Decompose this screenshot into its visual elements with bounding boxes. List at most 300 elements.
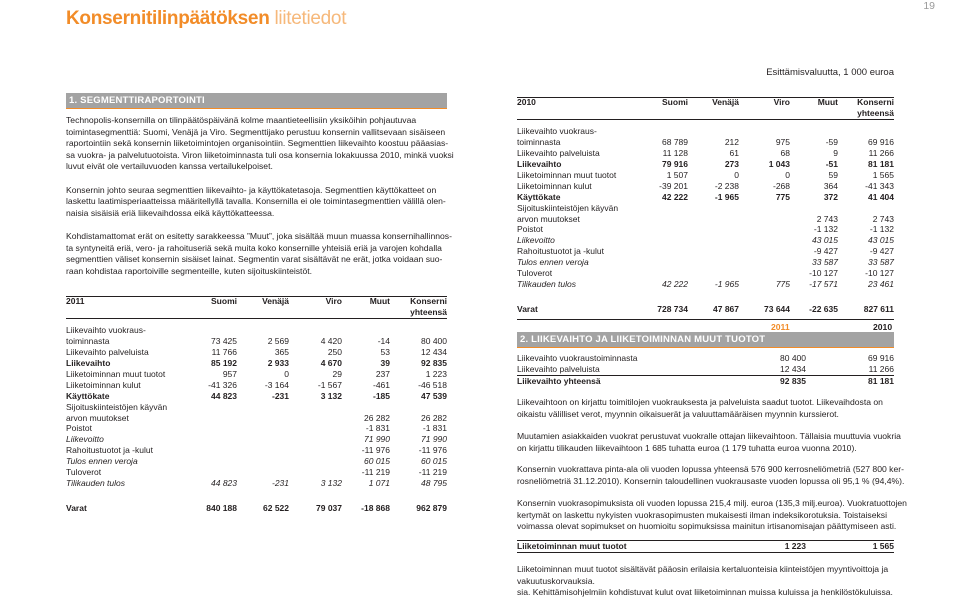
row-value: 1 071 (368, 478, 390, 488)
text-line: Muutamien asiakkaiden vuokrat perustuvat vuokralle ottajan liikevaihtoon. Tällaisia muuttuvia vuokria (517, 431, 901, 441)
revenue-note-3 (517, 464, 917, 487)
row-value: -1 132 (869, 224, 894, 235)
spacer (66, 489, 171, 496)
row-value: 2 743 (816, 213, 838, 224)
text-line: sia. Kehittämisohjelmiin kohdistuvat kulut ovat liiketoiminnan muissa kuluissa ja henkilöstökuluissa. (517, 587, 893, 598)
row-value: 250 (327, 347, 342, 358)
row-value (289, 423, 342, 434)
row-value: 81 181 (868, 159, 894, 170)
row-value: -59 (825, 137, 838, 148)
page-title (66, 8, 346, 30)
row-value: 68 (780, 148, 790, 159)
row-value (289, 402, 342, 413)
row-label: Tulos ennen veroja (517, 257, 589, 268)
row-value: 957 (222, 368, 237, 379)
row-value: -2 238 (714, 180, 739, 191)
row-label: arvon muutokset (66, 412, 129, 423)
empty-cell (237, 307, 289, 318)
table-row (66, 380, 447, 391)
spacer-row (517, 119, 894, 126)
row-value (289, 467, 342, 478)
row-value (171, 413, 237, 424)
row-label: Tuloverot (517, 268, 553, 279)
row-value: 26 282 (421, 412, 447, 423)
assets-value: 73 644 (764, 303, 790, 314)
column-header-sub: yhteensä (838, 108, 894, 119)
row-value (390, 325, 447, 336)
row-value: -10 127 (865, 268, 894, 279)
row-label: Liikevaihto vuokraustoiminnasta (517, 353, 638, 363)
row-value (838, 126, 894, 137)
row-value: 2 743 (872, 213, 894, 224)
table-row (66, 467, 447, 478)
row-label: Käyttökate (517, 191, 561, 202)
column-header: Konserni (857, 97, 894, 107)
row-value: 60 015 (421, 456, 447, 467)
row-value (289, 413, 342, 424)
text-line: Liiketoiminnan muut tuotot sisältävät pääosin erilaisia kertaluonteisia kiinteistöjen myyntivoittoja ja vakuutuskorvauksia. (517, 564, 889, 586)
row-value: 44 823 (211, 478, 237, 488)
row-value (342, 402, 390, 413)
segment-reporting-text (66, 115, 456, 277)
row-value: 1 223 (425, 368, 447, 379)
row-value: 775 (775, 191, 790, 202)
text-line: kertymät on laskettu nykyisten vuokrasopimusten mukaisesti ilman indeksikorotuksia. Toistaiseksi (517, 509, 888, 520)
row-value: 61 (729, 148, 739, 159)
row-value (622, 126, 688, 137)
row-value (790, 126, 838, 137)
row-value: 364 (823, 180, 838, 191)
row-value: -1 965 (714, 279, 739, 289)
revenue-note-1 (517, 397, 917, 420)
row-value (237, 423, 289, 434)
row-label: Liikevaihto palveluista (517, 148, 600, 159)
row-label: Poistot (66, 423, 92, 434)
row-value: 365 (274, 347, 289, 358)
table-row (517, 235, 894, 246)
row-value: 41 404 (868, 191, 894, 202)
assets-label: Varat (66, 502, 87, 513)
assets-value: -18 868 (361, 502, 390, 513)
table-row (66, 402, 447, 413)
row-value: 0 (785, 169, 790, 180)
row-value (790, 203, 838, 214)
table-row (517, 148, 894, 159)
revenue-note-2 (517, 431, 917, 454)
row-value: 33 587 (868, 257, 894, 268)
row-value: 48 795 (421, 478, 447, 488)
text-line: naisia sisäisiä eriä liikevaihdossa eikä käyttökatteessa. (66, 207, 275, 218)
text-line: Liikevaihtoon on kirjattu toimitilojen vuokrauksesta ja palveluista saadut tuotot. Liikevaihdosta on (517, 397, 883, 407)
spacer-row (66, 489, 447, 496)
text-line (66, 219, 456, 231)
table-row (517, 181, 894, 192)
row-value (237, 325, 289, 336)
row-label: Liikevaihto palveluista (66, 347, 149, 358)
row-value: -1 132 (813, 224, 838, 235)
text-line: raan kohdistaa raportoiville segmenteille, kuten sijoituskiinteistöt. (66, 265, 313, 276)
row-value (342, 325, 390, 336)
row-label: Tuloverot (66, 467, 102, 478)
table-row (517, 246, 894, 257)
column-header: Konserni (410, 296, 447, 306)
row-value: 372 (823, 191, 838, 202)
column-header: Venäjä (262, 296, 289, 306)
revenue-row (517, 353, 894, 364)
table-row (66, 336, 447, 347)
row-value (171, 445, 237, 456)
row-value: 4 420 (320, 336, 342, 347)
row-value: -11 976 (361, 445, 390, 456)
row-label: Käyttökate (66, 390, 110, 401)
column-header: Suomi (211, 296, 237, 306)
row-value: 59 (828, 169, 838, 180)
row-label: Liiketoiminnan muut tuotot (517, 169, 617, 180)
row-value: 47 539 (421, 390, 447, 401)
spacer-row (66, 318, 447, 325)
assets-value: 79 037 (316, 502, 342, 513)
row-value: 42 222 (662, 191, 688, 202)
row-label: Liiketoiminnan muut tuotot (66, 368, 166, 379)
row-value: 4 670 (320, 358, 342, 369)
other-income-table (517, 541, 894, 553)
row-value: 975 (775, 137, 790, 148)
row-label: Liikevaihto (66, 358, 111, 369)
table-row (66, 391, 447, 402)
table-row (517, 214, 894, 225)
row-value (739, 224, 790, 235)
row-value (237, 413, 289, 424)
row-value (688, 257, 739, 268)
row-value: 71 990 (364, 434, 390, 445)
row-value (688, 203, 739, 214)
assets-row (517, 304, 894, 315)
row-value (739, 214, 790, 225)
assets-row (66, 503, 447, 514)
table-row (66, 325, 447, 336)
row-label: Liikevaihto vuokraus- (66, 325, 146, 336)
assets-value: 47 867 (713, 303, 739, 314)
row-value: -3 164 (264, 379, 289, 390)
row-value: 79 916 (662, 159, 688, 170)
row-value-2011: 80 400 (780, 353, 806, 363)
row-value (171, 402, 237, 413)
revenue-note-4 (517, 498, 917, 533)
table-row (66, 358, 447, 369)
empty-cell (289, 307, 342, 318)
spacer (66, 318, 171, 325)
table-header-row (517, 97, 894, 108)
row-value: 11 266 (868, 148, 894, 159)
table-row (517, 126, 894, 137)
empty-cell (342, 307, 390, 318)
row-value: -231 (271, 478, 289, 488)
row-value (739, 235, 790, 246)
segment-table-2011 (66, 296, 447, 514)
row-value (622, 246, 688, 257)
row-value: -46 518 (418, 379, 447, 390)
row-value (688, 214, 739, 225)
table-row (66, 347, 447, 358)
row-value: 53 (380, 347, 390, 358)
row-value: 212 (724, 137, 739, 148)
column-header: Muut (817, 97, 838, 107)
empty-cell (66, 307, 171, 318)
row-value: -17 571 (809, 279, 838, 289)
empty-cell (517, 108, 622, 119)
column-header-sub: yhteensä (390, 307, 447, 318)
row-value: 42 222 (662, 279, 688, 289)
row-value: 23 461 (868, 279, 894, 289)
row-value (739, 257, 790, 268)
row-value: -9 427 (813, 246, 838, 257)
row-value (289, 325, 342, 336)
row-label: Liiketoiminnan muut tuotot (517, 541, 717, 552)
row-value: -9 427 (869, 246, 894, 257)
row-value: 80 400 (421, 336, 447, 347)
text-line: voimassa olevat sopimukset on huomioitu sopimuksissa mainitun irtisanomisajan päättymiseen asti. (517, 521, 897, 532)
segment-table-2010 (517, 97, 894, 315)
column-header: Muut (369, 296, 390, 306)
row-value (237, 434, 289, 445)
row-value: -39 201 (659, 180, 688, 191)
row-label: Rahoitustuotot ja -kulut (517, 246, 604, 257)
row-value: 3 132 (320, 478, 342, 488)
row-value: 69 916 (868, 137, 894, 148)
spacer (66, 496, 171, 503)
assets-label: Varat (517, 303, 538, 314)
row-value-2010: 1 565 (806, 541, 894, 552)
row-value: 68 789 (662, 137, 688, 148)
row-value: -11 219 (418, 467, 447, 478)
text-line: Konsernin vuokrattava pinta-ala oli vuoden lopussa yhteensä 576 900 kerrosneliömetriä (527 800 ker- (517, 464, 904, 474)
row-value: 39 (380, 358, 390, 369)
other-income-row (517, 541, 894, 552)
row-value: 60 015 (364, 456, 390, 467)
page-number: 19 (923, 0, 935, 12)
row-value: 29 (332, 368, 342, 379)
row-value: 0 (284, 368, 289, 379)
column-header: Viro (325, 296, 342, 306)
row-value: -1 831 (365, 423, 390, 434)
section-divider (517, 347, 894, 348)
row-label: Sijoituskiinteistöjen käyvän (66, 401, 168, 412)
row-value: 1 043 (768, 159, 790, 170)
table-row (517, 268, 894, 279)
row-value: 26 282 (364, 412, 390, 423)
section-heading-revenue: 2. LIIKEVAIHTO JA LIIKETOIMINNAN MUUT TUOTOT (517, 332, 894, 347)
row-value: -185 (372, 390, 390, 401)
section2-year-2011: 2011 (771, 322, 790, 332)
row-value: 85 192 (211, 358, 237, 369)
row-value: -11 976 (418, 445, 447, 456)
row-value-2011: 1 223 (717, 541, 806, 552)
table-row (66, 423, 447, 434)
row-value (237, 467, 289, 478)
spacer-row (66, 496, 447, 503)
spacer (517, 297, 622, 304)
row-value (390, 402, 447, 413)
empty-cell (739, 108, 790, 119)
row-label: arvon muutokset (517, 213, 580, 224)
row-value: -10 127 (809, 268, 838, 279)
empty-cell (688, 108, 739, 119)
row-value-2011: 12 434 (717, 364, 806, 375)
table-header-row (66, 296, 447, 307)
row-value (739, 203, 790, 214)
row-label: Liikevaihto (517, 159, 562, 170)
row-label: Liikevoitto (66, 434, 104, 445)
row-value: 237 (375, 368, 390, 379)
table-year: 2010 (517, 97, 536, 107)
row-value: 1 565 (872, 169, 894, 180)
text-line: Konsernin vuokrasopimuksista oli vuoden lopussa 215,4 milj. euroa (135,3 milj.euroa). Vuokratuottojen (517, 498, 907, 508)
revenue-table (517, 353, 894, 387)
row-label: Tilikauden tulos (66, 478, 125, 488)
row-value: -1 965 (714, 191, 739, 202)
text-line: Technopolis-konsernilla on tilinpäätöspäivänä kolme maantieteellisiin yksiköihin pohjautuvaa (66, 115, 417, 125)
row-value (171, 423, 237, 434)
row-label: Tulos ennen veroja (66, 456, 138, 467)
row-label: Liikevaihto yhteensä (517, 375, 601, 386)
row-value: 2 933 (267, 358, 289, 369)
row-value: -268 (772, 180, 790, 191)
row-value: -14 (377, 336, 390, 347)
row-value: 43 015 (868, 235, 894, 246)
row-value (688, 246, 739, 257)
row-value: 1 507 (666, 169, 688, 180)
row-value (622, 224, 688, 235)
row-value (688, 268, 739, 279)
row-value (622, 257, 688, 268)
row-value (838, 203, 894, 214)
column-header: Viro (773, 97, 790, 107)
row-label: Rahoitustuotot ja -kulut (66, 445, 153, 456)
row-value: 92 835 (421, 358, 447, 369)
assets-value: 962 879 (416, 502, 447, 513)
row-value: -231 (271, 390, 289, 401)
row-value (622, 214, 688, 225)
row-value-2011: 92 835 (780, 375, 806, 386)
row-value: -41 326 (208, 379, 237, 390)
row-value: 3 132 (320, 390, 342, 401)
row-value: 11 128 (662, 148, 688, 159)
row-value: -1 567 (317, 379, 342, 390)
text-line: sa vuokra- ja palvelutuotoista. Viron liiketoiminnasta tuli osa konsernia lokakuussa 2010, minkä vuoksi (66, 149, 454, 160)
text-line: segmenttien väliset konsernin sisäiset lainat. Segmentin varat sisältävät ne erät, jotka voidaan suo- (66, 254, 443, 265)
assets-value: 840 188 (206, 502, 237, 513)
table-row (517, 224, 894, 235)
row-label: Liikevoitto (517, 235, 555, 246)
row-value (739, 126, 790, 137)
row-value: 9 (833, 148, 838, 159)
section2-year-2010: 2010 (873, 322, 893, 332)
text-line: Konsernin johto seuraa segmenttien liikevaihto- ja käyttökatetasoja. Segmenttien käyttökatteet on (66, 184, 437, 195)
text-line: laskettu laatimisperiaatteissa määritellyllä tavalla. Konsernilla ei ole toimintasegmenttien välillä olen- (66, 196, 446, 207)
row-label: Liiketoiminnan kulut (66, 379, 141, 390)
other-income-note (517, 564, 937, 599)
row-value (622, 235, 688, 246)
row-value (289, 456, 342, 467)
row-value: 11 766 (211, 347, 237, 358)
table-row (517, 279, 894, 290)
table-row (66, 413, 447, 424)
assets-value: -22 635 (809, 303, 838, 314)
row-value-2010: 11 266 (806, 364, 894, 375)
spacer-row (517, 290, 894, 297)
table-row (66, 369, 447, 380)
row-label: Sijoituskiinteistöjen käyvän (517, 202, 619, 213)
row-label: Poistot (517, 224, 543, 235)
page-title-sub: liitetiedot (274, 8, 347, 29)
table-year: 2011 (66, 296, 85, 306)
row-value (171, 434, 237, 445)
row-value (171, 325, 237, 336)
page-title-main: Konsernitilinpäätöksen (66, 8, 270, 29)
section2-top-rule (517, 319, 894, 320)
row-value: 44 823 (211, 390, 237, 401)
spacer (517, 290, 622, 297)
table-row (517, 192, 894, 203)
row-value: -461 (372, 379, 390, 390)
section-divider (66, 108, 447, 109)
row-value (739, 246, 790, 257)
row-value (171, 467, 237, 478)
spacer-row (517, 297, 894, 304)
row-value: 71 990 (421, 434, 447, 445)
row-label: Liikevaihto vuokraus- (517, 126, 597, 137)
text-line: ta syntyneitä eriä, vero- ja rahoituseriä sekä muita koko konsernille yhteisiä eriä ja varojen kohdalla (66, 242, 442, 253)
assets-value: 62 522 (263, 502, 289, 513)
row-value: -1 831 (422, 423, 447, 434)
row-label: toiminnasta (517, 137, 561, 148)
row-value (171, 456, 237, 467)
row-value: 2 569 (267, 336, 289, 347)
revenue-row (517, 375, 894, 386)
row-value (622, 203, 688, 214)
row-value: 775 (775, 279, 790, 289)
text-line: oikaistu välilliset verot, myynnin oikaisuerät ja valuuttamääräisen myynnin kurssierot. (517, 408, 839, 419)
row-value: -41 343 (865, 180, 894, 191)
row-value (237, 445, 289, 456)
table-header-row-2 (66, 307, 447, 318)
text-line: toimintasegmenttiä: Suomi, Venäjä ja Viro. Segmenttijako perustuu konsernin vallitsevaan sisäiseen (66, 126, 446, 137)
row-value: 43 015 (812, 235, 838, 246)
text-line: rosneliömetriä 31.12.2010). Konsernin taloudellinen vuokrausaste vuoden lopussa oli 95,1 % (94,4%). (517, 475, 905, 486)
row-value-2010: 69 916 (868, 353, 894, 363)
empty-cell (622, 108, 688, 119)
row-value (622, 268, 688, 279)
row-value (237, 402, 289, 413)
row-label: toiminnasta (66, 336, 110, 347)
row-value: 12 434 (421, 347, 447, 358)
table-row (517, 159, 894, 170)
row-label: Tilikauden tulos (517, 279, 576, 289)
assets-value: 827 611 (863, 303, 894, 314)
text-line: Kohdistamattomat erät on esitetty sarakkeessa ”Muut”, joka sisältää muun muassa konsernihallinnos- (66, 230, 452, 241)
row-value (688, 224, 739, 235)
currency-note: Esittämisvaluutta, 1 000 euroa (766, 67, 894, 78)
text-line: raportointiin sekä konsernin liiketoimintojen organisointiin. Segmenttien liikevaihto koostuu pääasias- (66, 138, 449, 149)
row-value (237, 456, 289, 467)
revenue-row (517, 364, 894, 375)
empty-cell (171, 307, 237, 318)
row-value (289, 445, 342, 456)
row-value: -51 (825, 159, 838, 170)
row-value: 33 587 (812, 257, 838, 268)
assets-value: 728 734 (657, 303, 688, 314)
spacer (517, 119, 622, 126)
